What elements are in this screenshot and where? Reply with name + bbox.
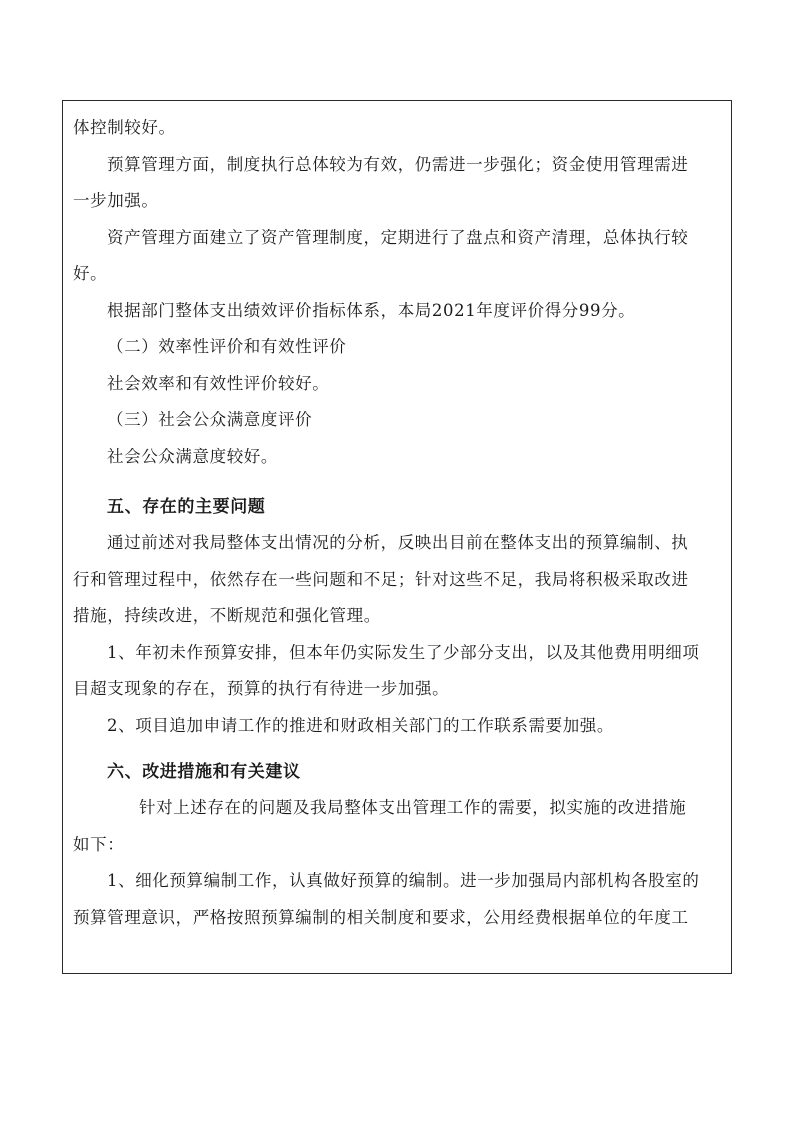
text-line: 如下： — [73, 834, 125, 854]
section-heading-improvements: 六、改进措施和有关建议 — [107, 762, 301, 782]
paragraph-evaluation-score: 根据部门整体支出绩效评价指标体系，本局2021年度评价得分99分。 — [107, 300, 636, 320]
text-line: 一步加强。 — [73, 191, 159, 210]
list-item-problem-1 — [73, 635, 727, 708]
text-line: 行和管理过程中，依然存在一些问题和不足；针对这些不足，我局将积极采取改进 — [73, 569, 689, 589]
spacer — [73, 744, 727, 754]
text-line: 针对上述存在的问题及我局整体支出管理工作的需要，拟实施的改进措施 — [139, 798, 687, 817]
paragraph-efficiency: 社会效率和有效性评价较好。 — [107, 373, 330, 393]
section-heading-problems: 五、存在的主要问题 — [107, 497, 266, 517]
subheading-efficiency: （二）效率性评价和有效性评价 — [107, 337, 347, 356]
paragraph-improvements-intro — [73, 790, 727, 863]
paragraph-asset-management — [73, 220, 727, 293]
text-line: 目超支现象的存在，预算的执行有待进一步加强。 — [73, 679, 450, 698]
text-line: 措施，持续改进，不断规范和强化管理。 — [73, 606, 381, 625]
paragraph-problems-intro — [73, 525, 727, 635]
text-line: 体控制较好。 — [73, 118, 176, 137]
paragraph-budget-management — [73, 147, 727, 220]
list-item-problem-2: 2、项目追加申请工作的推进和财政相关部门的工作联系需要加强。 — [107, 715, 614, 735]
text-line: 通过前述对我局整体支出情况的分析，反映出目前在整体支出的预算编制、执 — [107, 533, 689, 552]
subheading-satisfaction: （三）社会公众满意度评价 — [107, 410, 313, 429]
text-line: 预算管理方面，制度执行总体较为有效，仍需进一步强化；资金使用管理需进 — [107, 154, 689, 174]
paragraph-control-summary — [73, 110, 727, 147]
text-line: 好。 — [73, 264, 108, 283]
list-item-improvement-1 — [73, 863, 727, 936]
paragraph-satisfaction: 社会公众满意度较好。 — [107, 446, 278, 466]
text-line: 1、细化预算编制工作，认真做好预算的编制。进一步加强局内部机构各股室的 — [107, 871, 700, 890]
spacer — [73, 475, 727, 489]
text-line: 1、年初未作预算安排，但本年仍实际发生了少部分支出，以及其他费用明细项 — [107, 642, 700, 662]
text-line: 预算管理意识，严格按照预算编制的相关制度和要求，公用经费根据单位的年度工 — [73, 907, 689, 927]
document-body — [73, 110, 727, 936]
text-line: 资产管理方面建立了资产管理制度，定期进行了盘点和资产清理，总体执行较 — [107, 227, 689, 247]
